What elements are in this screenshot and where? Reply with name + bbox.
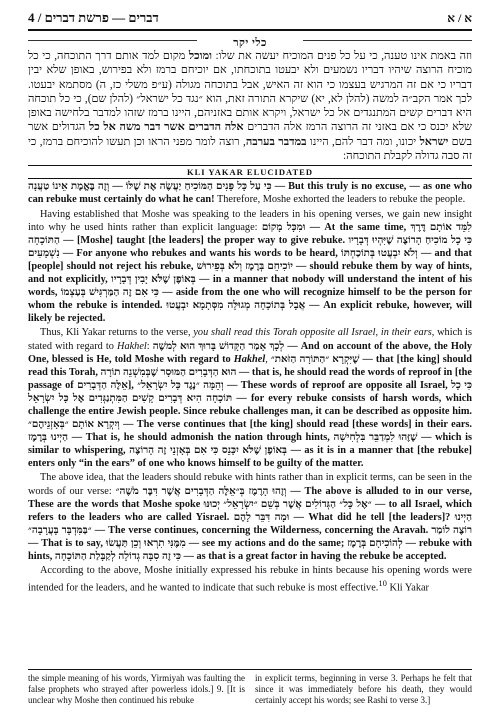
hebrew-text: מקום למד אותם דרך התוכחה, כי כל מוכיח הרוצה שיהיו דבריו נשמעים ולא יבעטו בתוכחתו, אם יוכיחם ברמז ולא בפירוש, באופן שלא יבין דבריו כי אם זה המרגיש בעצמו כי הוא זה האיש, אבל בתוכחה מגולה (ע״פ משלי כז, ה) מסתמא יבעטו. לכך אמר הקב״ה למשה (להלן לא, יא) שיקרא התורה זאת, הוא ״נגד כל ישראל״ (להלן שם), כי כל תוכחה היא דברים קשים המתנגדים אל כל ישראל, ויקרא אותם באזניהם, היינו ברמז שזהו למדבר בלחישה באופן שלא יכנס כי אם באזני זה הרוצה הרמז אלה הדברים xyxy=(28,50,472,134)
hebrew-phrase: בְּאוֹפֶן שֶׁלֹּא יִכָּנֵס כִּי אִם בְּאָזְנֵי זֶה הָרוֹצֶה xyxy=(129,445,288,457)
hebrew-phrase: וּמִכָּל מָקוֹם xyxy=(261,221,306,233)
hebrew-phrase: בְּאוֹפֶן שֶׁלֹּא יָבִין דְּבָרָיו xyxy=(111,274,196,286)
english-text: Therefore, Moshe exhorted the leaders to rebuke the people. xyxy=(214,194,466,206)
english-text: — in a manner that nobody will understand the intent of his words, xyxy=(28,274,472,299)
elucidated-label: KLI YAKAR ELUCIDATED xyxy=(28,165,472,179)
english-text: — to all Israel, which refers to the leaders who are called Yisrael. xyxy=(28,498,473,523)
english-text: — which is similar to whispering, xyxy=(28,432,472,457)
hebrew-phrase: הַיְינוּ בְּרֶמֶז xyxy=(28,432,69,444)
english-text: — [Moshe] taught [the leaders] the proper way to give rebuke. xyxy=(59,234,349,246)
hebrew-phrase: יוֹכִיחֵם בְּרֶמֶז וְלֹא בְּפֵירוּשׁ xyxy=(196,260,293,272)
section-label-row xyxy=(28,33,472,47)
english-text: — But this truly is no excuse, xyxy=(271,181,410,193)
english-text: — What did he tell [the leaders]? xyxy=(289,511,455,523)
footnote-col-left: the simple meaning of his words, Yirmiyah was faulting the false prophets who strayed after powerless idols.] 9. [It is unclear why Moshe then continued his rebuke xyxy=(28,673,245,705)
english-text: — At the same time, xyxy=(305,221,411,233)
hebrew-phrase: הַיְינוּ ״בַּמִּדְבָּר בָּעֲרָבָה״ xyxy=(28,511,473,536)
hebrew-text-bold: במדבר בערבה xyxy=(245,135,307,148)
hebrew-phrase: וְהֵמָּה ״נֶגֶד כָּל יִשְׂרָאֵל״ xyxy=(137,379,224,391)
english-italic: Hakhel xyxy=(117,340,147,352)
hebrew-phrase: כִּי זֶה סִבָּה גְדוֹלָה לְקַבָּלַת הַתּוֹכָחָה xyxy=(54,551,182,562)
hebrew-text-bold: ישראל xyxy=(419,135,449,148)
english-text: — That is, he should admonish the nation through hints, xyxy=(68,432,334,444)
english-text: — And on account of the above, the Holy One, blessed is He, told Moshe with regard to xyxy=(28,340,473,365)
hebrew-phrase: לְכָךְ אָמַר הַקָּדוֹשׁ בָּרוּךְ הוּא לְמשֶׁה xyxy=(152,340,285,352)
hebrew-phrase: שֶׁיִּקְרָא ״הַתּוֹרָה הַזֹּאת״ xyxy=(270,353,360,365)
english-text: — rebuke with hints, xyxy=(28,537,472,562)
footnotes xyxy=(28,669,472,706)
english-text: — For anyone who rebukes and wants his words to be heard, xyxy=(59,247,341,259)
hebrew-phrase: כִּי עַל כָּל פָּנִים הַמּוֹכִיחַ יַעֲשֶׂה אֶת שֶׁלּוֹ — וְזֶה בֶּאֱמֶת אֵינוֹ טַעֲנָה xyxy=(28,181,272,193)
english-text: — that is, he should read the words of reproof in [the passage of xyxy=(28,366,472,391)
english-text: Kli Yakar xyxy=(386,582,429,594)
footnote-ref: 10 xyxy=(378,578,387,589)
running-head-right: א / א xyxy=(447,11,472,25)
page xyxy=(28,10,472,706)
hebrew-phrase: וּמָה דִּבֵּר לָהֶם xyxy=(233,511,290,523)
english-text: — as it is in a manner that [the rebuke] enters only “in the ears” of one who knows himself to be guilty of the matter. xyxy=(28,445,472,470)
hebrew-commentary xyxy=(28,49,472,163)
hebrew-phrase: שֶׁזֶּהוּ לִמְדַבֵּר בִּלְחִישָׁה xyxy=(333,432,418,444)
english-text: — These words of reproof are opposite all Israel, xyxy=(223,379,452,391)
english-text: — The verse continues, concerning the Wilderness, concerning the Aravah. xyxy=(91,524,432,536)
hebrew-phrase: ״אֶל כָּל״ הַגְּדוֹלִים אֲשֶׁר בְּשֵׁם ״יִשְׂרָאֵל״ יְכוּנּוּ xyxy=(203,498,372,510)
english-text: Having established that Moshe was speaking to the leaders in his opening verses, we gain new insight into why he used hints rather than explicit language: xyxy=(28,208,472,233)
english-text: According to the above, Moshe initially expressed his rebuke in hints because his opening words were intended for the leaders, and he wanted to indicate that such rebuke is most effective. xyxy=(28,565,472,594)
english-text: — for every rebuke consists of harsh words, which challenge the entire Jewish people. Since rebuke challenges man, it can be described as opposite him. xyxy=(28,392,472,417)
english-text: — should rebuke them by way of hints, and not explicitly, xyxy=(28,260,472,286)
hebrew-phrase: אֲבָל בְּתוֹכָחָה מְגוּלָּה מִסְּתָמָא יִבְעֲטוּ xyxy=(166,300,306,312)
english-text: — see my actions and do the same; xyxy=(185,537,348,549)
hebrew-phrase: אֵלֶּה הַדְּבָרִים xyxy=(77,379,128,391)
paragraph xyxy=(28,471,472,563)
paragraph xyxy=(28,180,472,206)
running-head xyxy=(28,10,472,31)
english-text: : xyxy=(146,340,153,352)
hebrew-text: , רוצה לומר מפני הראו וכן תעשו להוכיחם ברמז, כי זה סבה גדולה לקבלת התוכחה: xyxy=(28,135,472,163)
hebrew-text-bold: ומוכל xyxy=(188,50,212,62)
running-head-left: 4 / דברים — פרשת דברים xyxy=(28,10,159,25)
english-text: — An explicit rebuke, however, will likely be rejected. xyxy=(28,300,472,325)
hebrew-phrase: מִמֶּנִּי תִרְאוּ וְכֵן תַּעֲשׂוּ xyxy=(105,537,186,549)
hebrew-phrase: כִּי כָל מוֹכִיחַ הָרוֹצֶה שֶׁיִּהְיוּ דְּבָרָיו נִשְׁמָעִים xyxy=(28,234,472,259)
english-text: — and that [people] should not reject his rebuke, xyxy=(28,247,472,272)
english-italic: Hakhel xyxy=(233,353,266,365)
english-italic: you shall read this Torah opposite all Israel, in their ears xyxy=(193,327,432,339)
hebrew-text: הגדולים אשר בשם xyxy=(28,121,472,148)
english-elucidation xyxy=(28,180,472,594)
hebrew-phrase: כִּי אִם זֶה הַמַּרְגִּישׁ בְּעַצְמוֹ xyxy=(60,287,159,299)
english-text: — as that is a great factor in having the rebuke be accepted. xyxy=(181,551,447,562)
hebrew-phrase: הוּא הַדְּבָרִים הַמּוּסָר שֶׁבְּמִשְׁנֵה תוֹרָה xyxy=(100,366,237,378)
english-text: , xyxy=(265,353,271,365)
english-text: The above idea, that the leaders should rebuke with hints rather than in explicit terms, can be seen in the words of our verse: xyxy=(28,472,472,497)
paragraph xyxy=(28,564,472,595)
hebrew-phrase: לִמֵּד אוֹתָם דֶּרֶךְ הַתּוֹכָחָה xyxy=(28,221,472,246)
english-text: Thus, Kli Yakar returns to the verse, xyxy=(40,327,194,339)
hebrew-phrase: רוֹצֶה לוֹמַר xyxy=(431,524,472,536)
hebrew-phrase: לְהוֹכִיחָם בְּרֶמֶז xyxy=(347,537,403,549)
hebrew-phrase: כִּי כָל תּוֹכָחָה הִיא דְּבָרִים קָשִׁים הַמִּתְנַגְּדִים אֶל כָּל יִשְׂרָאֵל xyxy=(28,379,473,404)
section-label: כלי יקר xyxy=(233,37,267,49)
english-text: — That is to say, xyxy=(28,537,106,549)
english-text: — The verse continues that [the king] should read [these words] in their ears. xyxy=(119,419,473,431)
english-text: — that [the king] should read this Torah, xyxy=(28,353,472,378)
english-text: , which is stated with regard to xyxy=(28,327,472,352)
english-text: — aside from the one who will recognize himself to be the person for whom the rebuke is intended. xyxy=(28,287,472,312)
hebrew-phrase: וְזֶהוּ הָרֶמֶז בְּ״אֵלֶּה הַדְּבָרִים אֲשֶׁר דִּבֶּר מֹשֶׁה״ xyxy=(115,485,287,497)
hebrew-text: יכונו, ומה דבר להם, היינו xyxy=(306,135,420,148)
hebrew-phrase: וְלֹא יִבְעֲטוּ בְּתוֹכַחְתּוֹ xyxy=(341,247,418,259)
paragraph xyxy=(28,208,472,326)
english-text: — as one who can rebuke must certainly do what he can! xyxy=(28,181,472,206)
paragraph xyxy=(28,326,472,470)
hebrew-phrase: וְיִקְרָא אוֹתָם ״בְּאָזְנֵיהֶם״ xyxy=(28,419,120,431)
hebrew-text: וזה באמת אינו טענה, כי על כל פנים המוכיח יעשה את שלו: xyxy=(211,50,472,62)
english-text: ], xyxy=(127,379,138,391)
footnote-col-right: in explicit terms, beginning in verse 3. Perhaps he felt that since it was immediately before his death, they would certainly accept his words; see Rashi to verse 3.] xyxy=(255,673,472,705)
english-text: — The above is alluded to in our verse, These are the words that Moshe spoke xyxy=(28,485,473,510)
hebrew-text-bold: אלה הדברים אשר דבר משה אל כל xyxy=(89,121,244,134)
